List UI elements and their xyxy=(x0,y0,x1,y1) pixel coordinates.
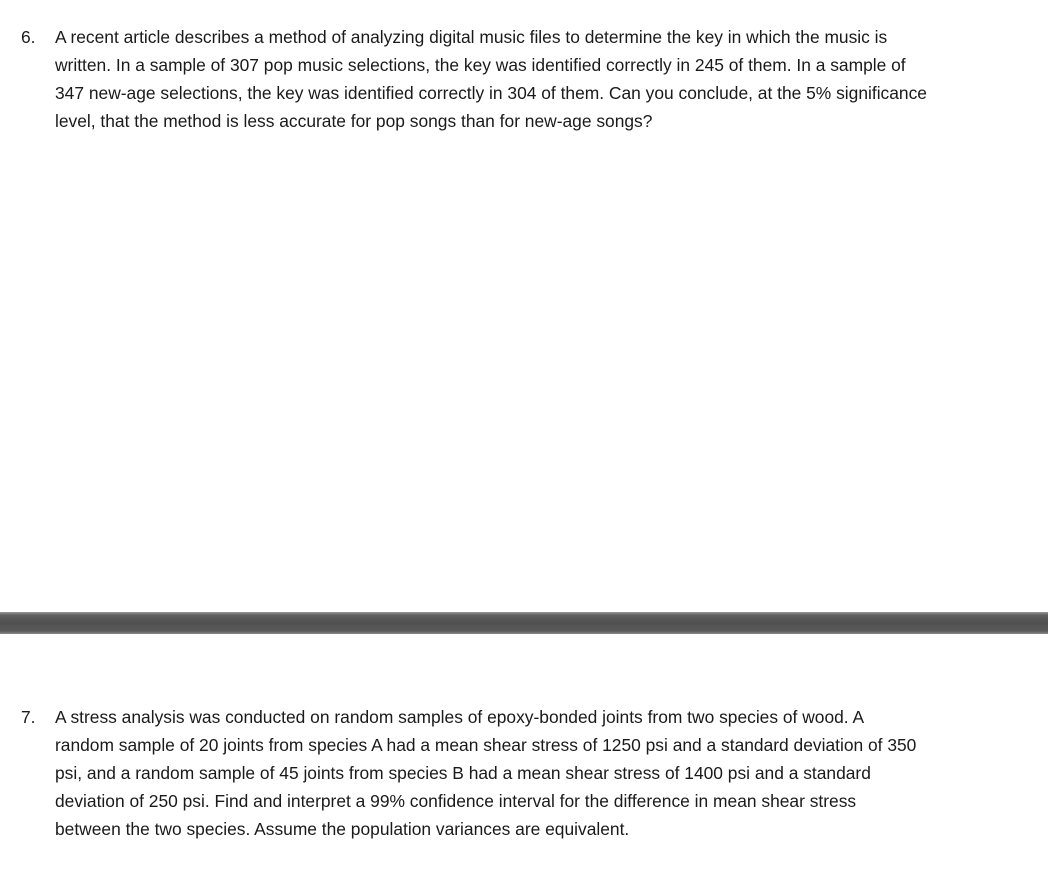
question-text-line: random sample of 20 joints from species A had a mean shear stress of 1250 psi and a standard deviation of 350 xyxy=(55,735,917,755)
question-number: 6. xyxy=(21,27,36,47)
page-divider xyxy=(0,612,1048,634)
question-text-line: psi, and a random sample of 45 joints from species B had a mean shear stress of 1400 psi and a standard xyxy=(55,763,871,783)
question-text-line: A stress analysis was conducted on random samples of epoxy-bonded joints from two species of wood. A xyxy=(55,707,865,727)
question-text xyxy=(55,703,1040,843)
question-text xyxy=(55,23,1040,135)
question-text-line: A recent article describes a method of analyzing digital music files to determine the key in which the music is xyxy=(55,27,888,47)
question-number: 7. xyxy=(21,707,36,727)
question-text-line: 347 new-age selections, the key was identified correctly in 304 of them. Can you conclude, at the 5% significance xyxy=(55,83,927,103)
question-text-line: deviation of 250 psi. Find and interpret a 99% confidence interval for the difference in mean shear stress xyxy=(55,791,857,811)
question-text-line: between the two species. Assume the population variances are equivalent. xyxy=(55,819,630,839)
question-text-line: written. In a sample of 307 pop music selections, the key was identified correctly in 245 of them. In a sample of xyxy=(55,55,906,75)
question-text-line: level, that the method is less accurate for pop songs than for new-age songs? xyxy=(55,111,653,131)
